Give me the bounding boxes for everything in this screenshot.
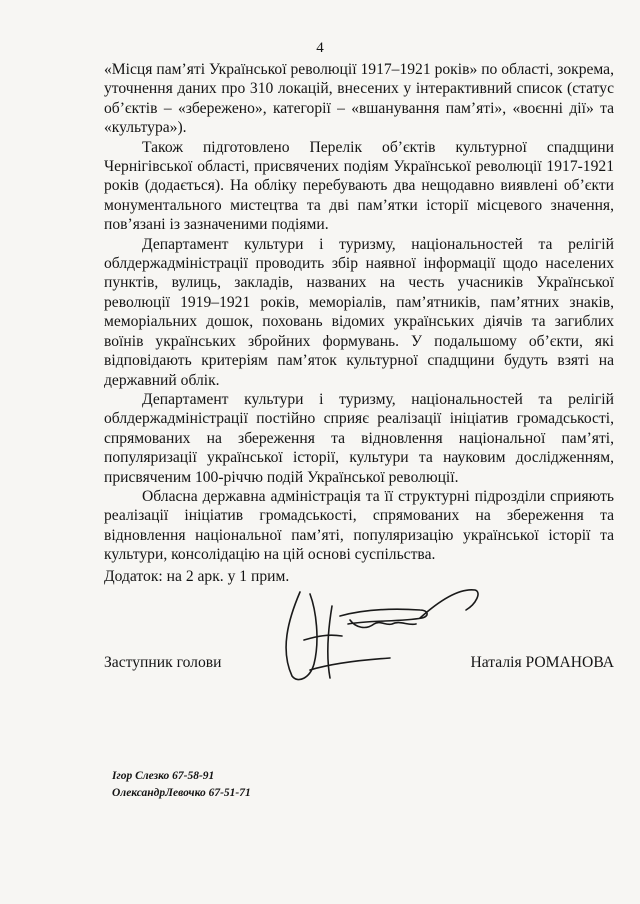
attachment-note: Додаток: на 2 арк. у 1 прим. xyxy=(104,567,290,585)
paragraph-1: «Місця пам’яті Української революції 1917–1921 років» по області, зокрема, уточнення даних про 310 локацій, внесених у інтерактивний список (статус об’єктів – «збережено», категорії – «вшанування пам’яті», «воєнні дії» та «культура»). xyxy=(104,61,614,137)
signature-block xyxy=(104,654,614,678)
signatory-name: Наталія РОМАНОВА xyxy=(470,654,614,671)
paragraph-2: Також підготовлено Перелік об’єктів культурної спадщини Чернігівської області, присвячених подіям Української революції 1917-1921 років (додається). На обліку перебувають два нещодавно виявлені об’єкти монументального мистецтва та дві пам’ятки історії місцевого значення, пов’язані із зазначеними подіями. xyxy=(104,138,614,234)
paragraph-5: Обласна державна адміністрація та її структурні підрозділи сприяють реалізації ініціатив громадськості, спрямованих на збереження та відновлення національної пам’яті, популяризацію української історії та культури, консолідацію на цій основі суспільства. xyxy=(104,487,614,564)
contact-list xyxy=(112,768,251,802)
signatory-position: Заступник голови xyxy=(104,654,222,671)
contact-line: ОлександрЛевочко 67-51-71 xyxy=(112,787,251,799)
page-number: 4 xyxy=(316,40,324,56)
contact-line: Ігор Слезко 67-58-91 xyxy=(112,770,215,782)
paragraph-3: Департамент культури і туризму, національностей та релігій облдержадміністрації проводить збір наявної інформації щодо населених пунктів, вулиць, закладів, названих на честь учасників Української революції 1919–1921 років, меморіалів, пам’ятників, пам’ятних знаків, меморіальних дошок, поховань відомих українських діячів та загиблих воїнів українських збройних формувань. У подальшому об’єкти, які відповідають критеріям пам’яток культурної спадщини будуть взяті на державний облік. xyxy=(104,235,614,389)
paragraph-4: Департамент культури і туризму, національностей та релігій облдержадміністрації постійно сприяє реалізації ініціатив громадськості, спрямованих на збереження та відновлення національної пам’яті, популяризації української історії, культури та науковим дослідженням, присвяченим 100-річчю подій Української революції. xyxy=(104,390,614,486)
letter-body xyxy=(104,60,614,586)
